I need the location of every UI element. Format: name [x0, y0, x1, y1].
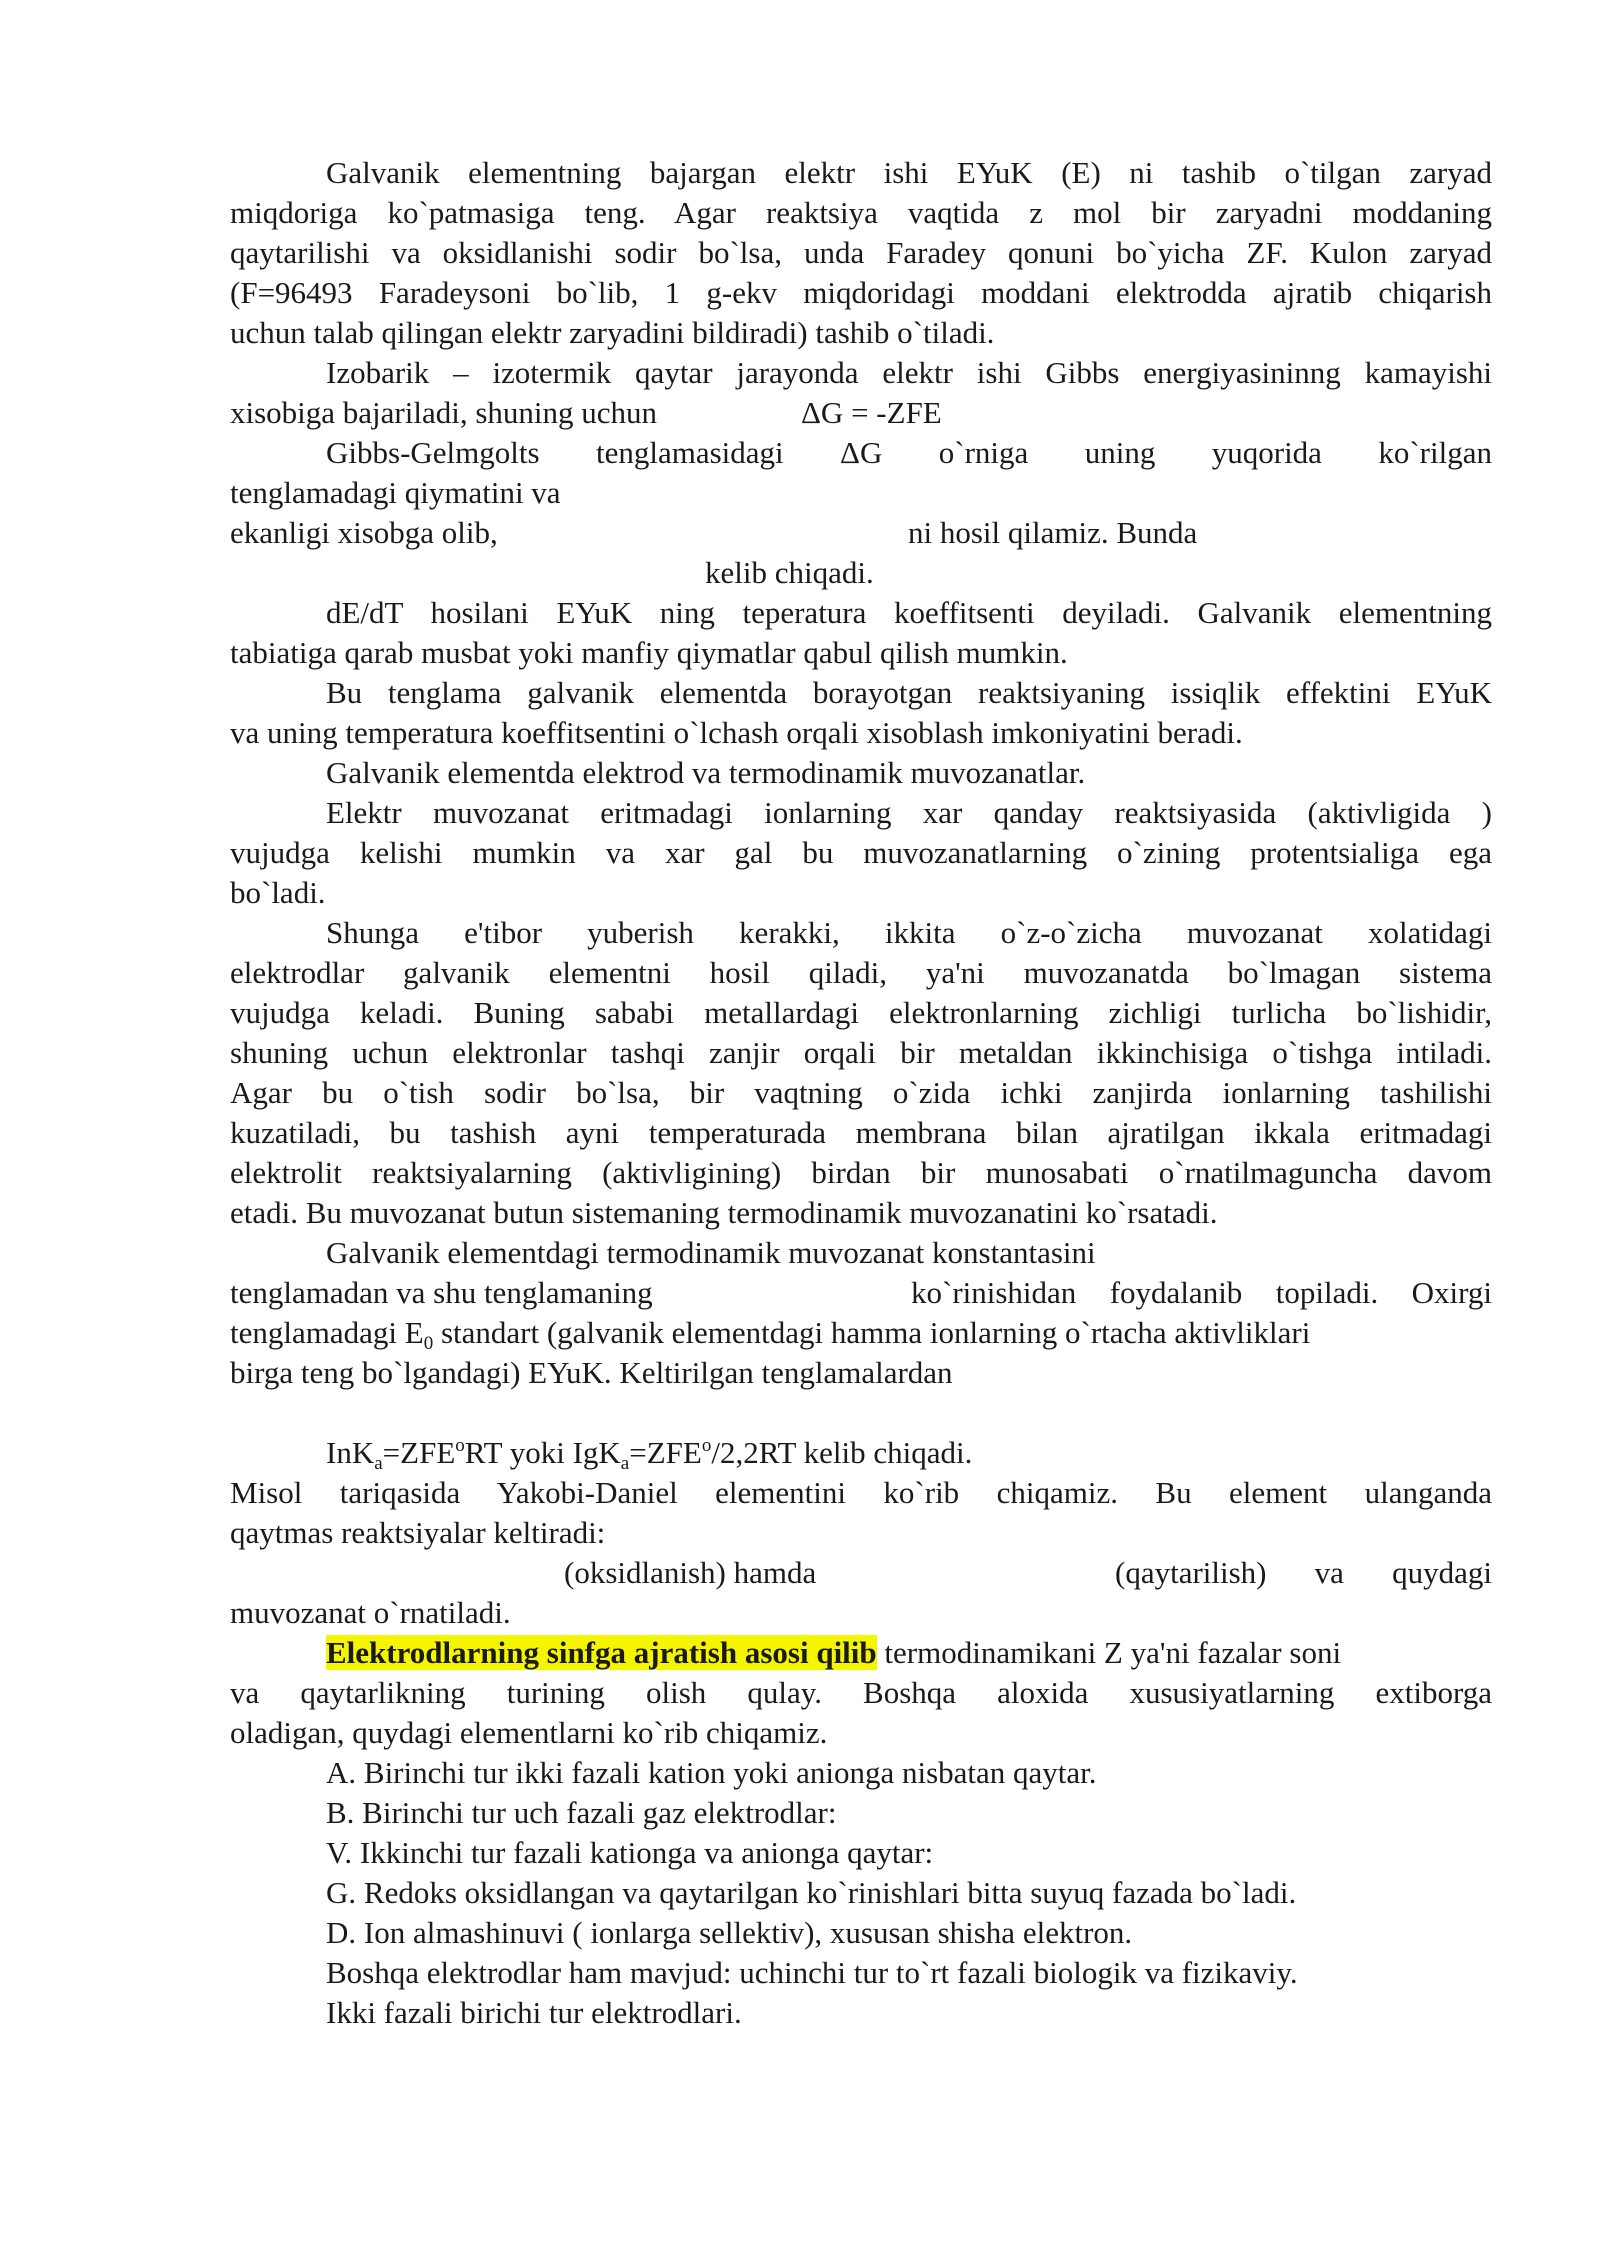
list-item: G. Redoks oksidlangan va qaytarilgan ko`rinishlari bitta suyuq fazada bo`ladi. [326, 1875, 1297, 1910]
subscript: 0 [423, 1333, 434, 1354]
text-span: tenglamadagi E [230, 1315, 424, 1350]
paragraph-line: birga teng bo`lgandagi) EYuK. Keltirilgan tenglamalardan [230, 1355, 953, 1390]
text-span: standart (galvanik elementdagi hamma ionlarning o`rtacha aktivliklari [433, 1315, 1311, 1350]
paragraph-line: ekanligi xisobga olib, [230, 515, 498, 550]
paragraph-line: (F=96493 Faradeysoni bo`lib, 1 g-ekv miqdoridagi moddani elektrodda ajratib chiqarish [230, 275, 1492, 310]
paragraph-line: xisobiga bajariladi, shuning uchun [230, 395, 658, 430]
paragraph-line: Gibbs-Gelmgolts tenglamasidagi ΔG o`rniga uning yuqorida ko`rilgan [326, 435, 1492, 470]
paragraph-line [230, 1313, 1492, 1353]
paragraph-line: Galvanik elementdagi termodinamik muvozanat konstantasini [326, 1235, 1096, 1270]
paragraph-line: Shunga e'tibor yuberish kerakki, ikkita o`z-o`zicha muvozanat xolatidagi [326, 915, 1492, 950]
paragraph-line: Elektr muvozanat eritmadagi ionlarning xar qanday reaktsiyasida (aktivligida ) [326, 795, 1492, 830]
list-item: D. Ion almashinuvi ( ionlarga sellektiv), xususan shisha elektron. [326, 1915, 1133, 1950]
text-span: RT yoki IgK [464, 1435, 621, 1470]
text-span: =ZFE [629, 1435, 702, 1470]
paragraph-line: qaytmas reaktsiyalar keltiradi: [230, 1515, 606, 1550]
subscript: a [374, 1453, 383, 1474]
paragraph-fragment: ko`rinishidan foydalanib topiladi. Oxirgi [911, 1275, 1492, 1310]
paragraph-line: tenglamadagi qiymatini va [230, 475, 561, 510]
paragraph-line: qaytarilishi va oksidlanishi sodir bo`lsa, unda Faradey qonuni bo`yicha ZF. Kulon zaryad [230, 235, 1492, 270]
paragraph-line: vujudga keladi. Buning sababi metallardagi elektronlarning zichligi turlicha bo`lishidir, [230, 995, 1492, 1030]
formula-line [326, 1433, 1492, 1473]
paragraph-line: etadi. Bu muvozanat butun sistemaning termodinamik muvozanatini ko`rsatadi. [230, 1195, 1218, 1230]
paragraph-line: uchun talab qilingan elektr zaryadini bildiradi) tashib o`tiladi. [230, 315, 995, 350]
paragraph-line: kuzatiladi, bu tashish ayni temperaturada membrana bilan ajratilgan ikkala eritmadagi [230, 1115, 1492, 1150]
paragraph-line: Ikki fazali birichi tur elektrodlari. [326, 1995, 742, 2030]
list-item: B. Birinchi tur uch fazali gaz elektrodlar: [326, 1795, 837, 1830]
text-span: termodinamikani Z ya'ni fazalar soni [876, 1635, 1342, 1670]
text-span: /2,2RT kelib chiqadi. [711, 1435, 973, 1470]
text-span: =ZFE [382, 1435, 456, 1470]
paragraph-line: va qaytarlikning turining olish qulay. Boshqa aloxida xususiyatlarning extiborga [230, 1675, 1492, 1710]
text-span: InK [326, 1435, 375, 1470]
paragraph-fragment: (oksidlanish) hamda [564, 1555, 817, 1590]
paragraph-line: va uning temperatura koeffitsentini o`lchash orqali xisoblash imkoniyatini beradi. [230, 715, 1243, 750]
paragraph-line [326, 1633, 1492, 1673]
paragraph-line: elektrolit reaktsiyalarning (aktivligining) birdan bir munosabati o`rnatilmaguncha davom [230, 1155, 1492, 1190]
paragraph-fragment: (qaytarilish) va quydagi [1115, 1555, 1492, 1590]
superscript: o [701, 1435, 712, 1456]
paragraph-line: Izobarik – izotermik qaytar jarayonda elektr ishi Gibbs energiyasininng kamayishi [326, 355, 1492, 390]
superscript: o [455, 1435, 465, 1456]
paragraph-line: shuning uchun elektronlar tashqi zanjir orqali bir metaldan ikkinchisiga o`tishga intiladi. [230, 1035, 1492, 1070]
subscript: a [620, 1453, 630, 1474]
highlighted-text: Elektrodlarning sinfga ajratish asosi qilib [326, 1635, 877, 1670]
list-item: A. Birinchi tur ikki fazali kation yoki anionga nisbatan qaytar. [326, 1755, 1097, 1790]
paragraph-fragment: kelib chiqadi. [705, 555, 874, 590]
paragraph-line: dE/dT hosilani EYuK ning teperatura koeffitsenti deyiladi. Galvanik elementning [326, 595, 1492, 630]
paragraph-line: Misol tariqasida Yakobi-Daniel elementini ko`rib chiqamiz. Bu element ulanganda [230, 1475, 1492, 1510]
paragraph-line: Galvanik elementning bajargan elektr ishi EYuK (E) ni tashib o`tilgan zaryad [326, 155, 1492, 190]
paragraph-line: elektrodlar galvanik elementni hosil qiladi, ya'ni muvozanatda bo`lmagan sistema [230, 955, 1492, 990]
paragraph-line: muvozanat o`rnatiladi. [230, 1595, 511, 1630]
paragraph-line: Bu tenglama galvanik elementda borayotgan reaktsiyaning issiqlik effektini EYuK [326, 675, 1492, 710]
paragraph-line: oladigan, quydagi elementlarni ko`rib chiqamiz. [230, 1715, 828, 1750]
paragraph-line: tabiatiga qarab musbat yoki manfiy qiymatlar qabul qilish mumkin. [230, 635, 1068, 670]
paragraph-line: miqdoriga ko`patmasiga teng. Agar reaktsiya vaqtida z mol bir zaryadni moddaning [230, 195, 1492, 230]
paragraph-line: Boshqa elektrodlar ham mavjud: uchinchi tur to`rt fazali biologik va fizikaviy. [326, 1955, 1298, 1990]
paragraph-line: tenglamadan va shu tenglamaning [230, 1275, 653, 1310]
list-item: V. Ikkinchi tur fazali kationga va anionga qaytar: [326, 1835, 934, 1870]
section-heading: Galvanik elementda elektrod va termodinamik muvozanatlar. [326, 755, 1086, 790]
paragraph-line: vujudga kelishi mumkin va xar gal bu muvozanatlarning o`zining protentsialiga ega [230, 835, 1492, 870]
formula-delta-g: ΔG = -ZFE [801, 395, 942, 430]
paragraph-fragment: ni hosil qilamiz. Bunda [908, 515, 1198, 550]
paragraph-line: bo`ladi. [230, 875, 326, 910]
paragraph-line: Agar bu o`tish sodir bo`lsa, bir vaqtning o`zida ichki zanjirda ionlarning tashilishi [230, 1075, 1492, 1110]
